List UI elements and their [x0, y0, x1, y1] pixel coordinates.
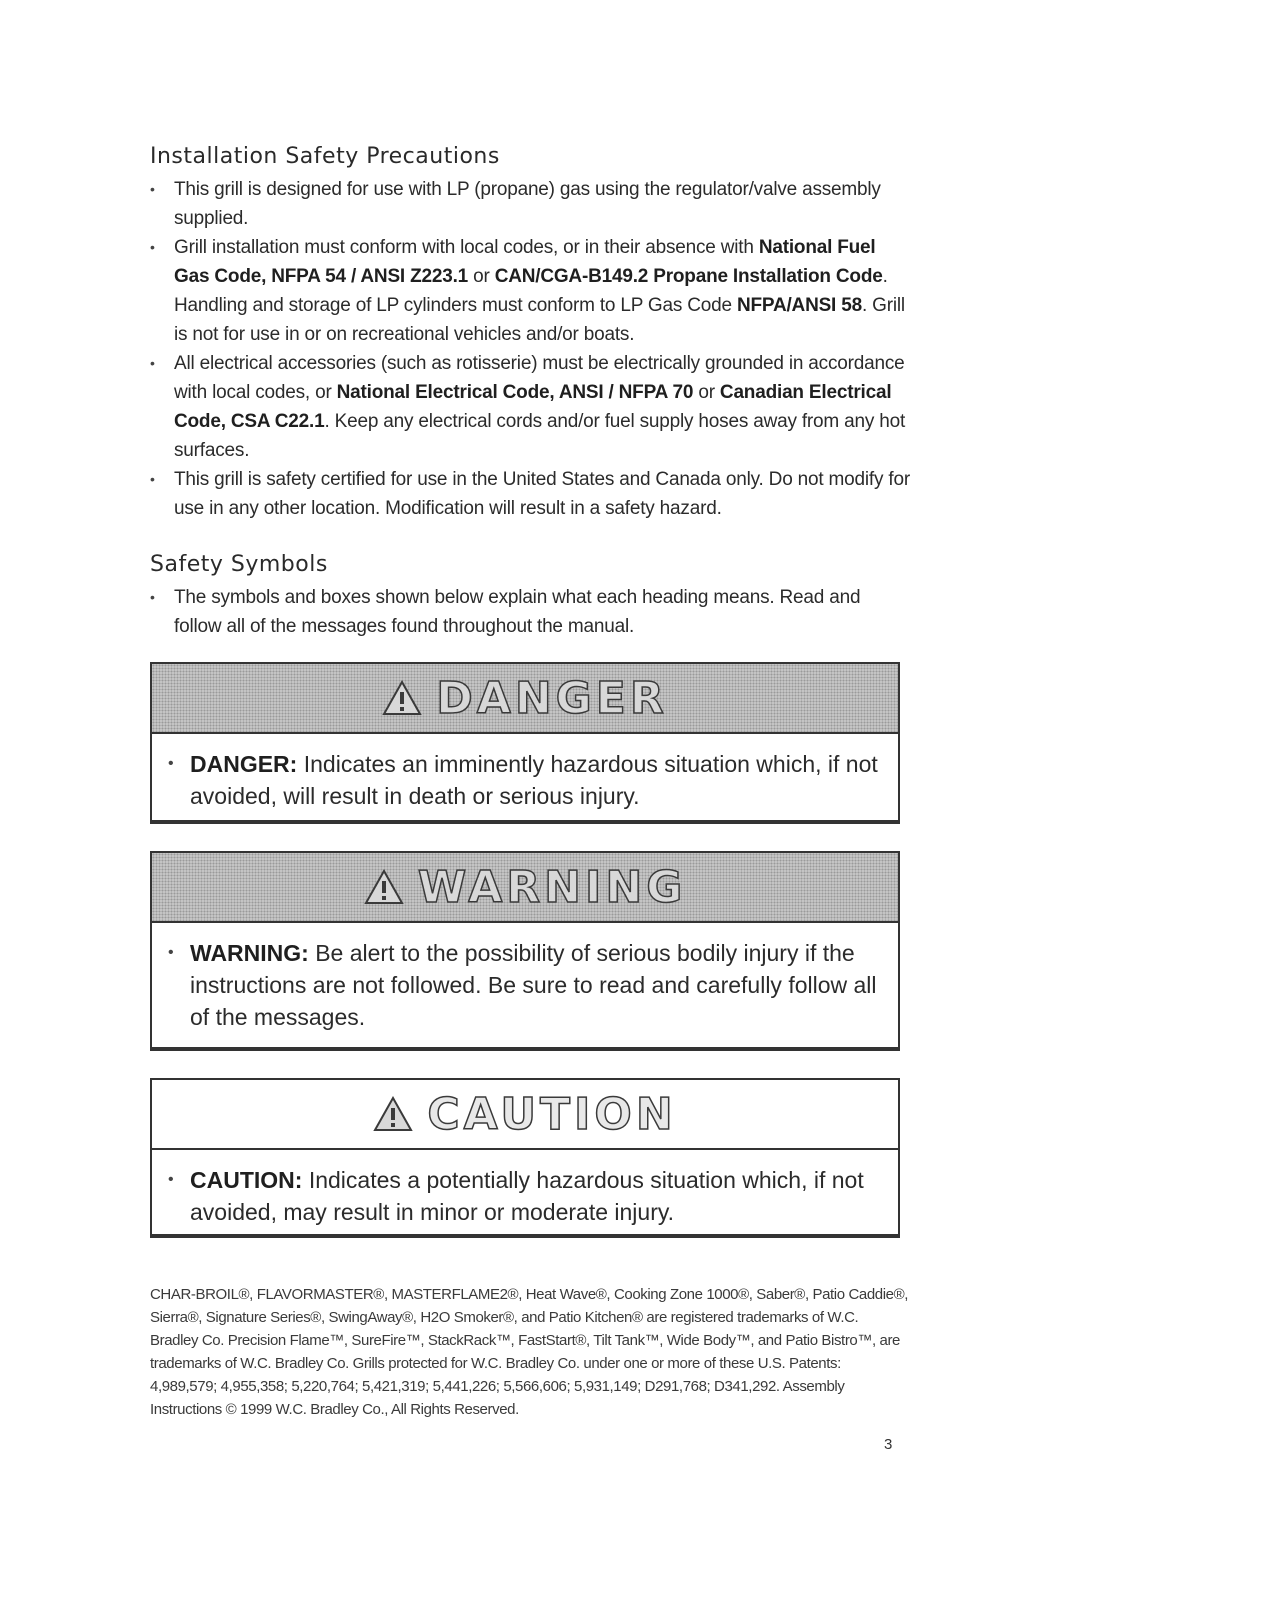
installation-precautions-list [150, 175, 910, 523]
safety-symbols-intro-list [150, 583, 910, 641]
list-item [150, 349, 910, 465]
danger-box [150, 662, 900, 824]
caution-text: Indicates a potentially hazardous situation which, if not avoided, may result in minor or moderate injury. [190, 1167, 864, 1225]
code-reference: CAN/CGA-B149.2 Propane Installation Code [494, 266, 883, 287]
trademark-footnote: CHAR-BROIL®, FLAVORMASTER®, MASTERFLAME2®, Heat Wave®, Cooking Zone 1000®, Saber®, Patio Caddie®, Sierra®, Signature Series®, SwingAway®, H2O Smoker®, and Patio Kitchen® are registered trademarks of W.C. Bradley Co. Precision Flame™, SureFire™, StackRack™, FastStart®, Tilt Tank™, Wide Body™, and Patio Bistro™, are trademarks of W.C. Bradley Co. Grills protected for W.C. Bradley Co. under one or more of these U.S. Patents: 4,989,579; 4,955,358; 5,220,764; 5,421,319; 5,441,226; 5,566,606; 5,931,149; D291,768; D341,292. Assembly Instructions © 1999 W.C. Bradley Co., All Rights Reserved. [150, 1286, 909, 1418]
warning-text: Be alert to the possibility of serious bodily injury if the instructions are not followed. Be sure to read and carefully follow all of the messages. [190, 940, 877, 1030]
warning-box [150, 851, 900, 1051]
bullet-icon: • [150, 181, 155, 197]
item-text: This grill is safety certified for use in the United States and Canada only. Do not modify for use in any other location. Modification will result in a safety hazard. [174, 469, 910, 519]
list-item [150, 465, 910, 523]
caution-label: CAUTION: [190, 1167, 303, 1193]
item-text: or [468, 266, 495, 287]
item-text: . Grill is not for use in or on recreational vehicles and/or boats. [174, 295, 905, 345]
caution-heading: CAUTION [427, 1088, 677, 1140]
warning-triangle-icon [382, 680, 422, 716]
code-reference: National Fuel Gas Code, NFPA 54 / ANSI Z223.1 [174, 237, 876, 287]
bullet-icon: • [150, 589, 155, 605]
danger-header [152, 664, 898, 734]
bullet-icon: • [168, 1171, 174, 1188]
caution-header [152, 1080, 898, 1150]
item-text: All electrical accessories (such as rotisserie) must be electrically grounded in accordance with local codes, or [174, 353, 905, 403]
warning-header [152, 853, 898, 923]
warning-heading: WARNING [417, 861, 687, 913]
page-number: 3 [884, 1436, 893, 1453]
list-item [150, 583, 910, 641]
code-reference: Canadian Electrical Code, CSA C22.1 [174, 382, 892, 432]
bullet-icon: • [150, 471, 155, 487]
bullet-icon: • [150, 239, 155, 255]
bullet-icon: • [168, 944, 174, 961]
installation-precautions-title: Installation Safety Precautions [150, 144, 500, 169]
caution-box [150, 1078, 900, 1238]
item-text: or [693, 382, 720, 403]
caution-message [152, 1150, 898, 1242]
danger-label: DANGER: [190, 751, 298, 777]
safety-symbols-intro: The symbols and boxes shown below explain what each heading means. Read and follow all of the messages found throughout the manual. [174, 587, 861, 637]
item-text: . Keep any electrical cords and/or fuel supply hoses away from any hot surfaces. [174, 411, 906, 461]
item-text: Grill installation must conform with local codes, or in their absence with [174, 237, 759, 258]
warning-triangle-icon [364, 869, 404, 905]
danger-text: Indicates an imminently hazardous situation which, if not avoided, will result in death or serious injury. [190, 751, 878, 809]
code-reference: National Electrical Code, ANSI / NFPA 70 [336, 382, 694, 403]
list-item [150, 175, 910, 233]
item-text: This grill is designed for use with LP (propane) gas using the regulator/valve assembly supplied. [174, 179, 881, 229]
warning-triangle-icon [373, 1096, 413, 1132]
warning-label: WARNING: [190, 940, 309, 966]
safety-symbols-title: Safety Symbols [150, 552, 328, 577]
code-reference: NFPA/ANSI 58 [736, 295, 862, 316]
list-item [150, 233, 910, 349]
danger-heading: DANGER [436, 672, 668, 724]
item-text: . Handling and storage of LP cylinders must conform to LP Gas Code [174, 266, 888, 316]
bullet-icon: • [168, 755, 174, 772]
danger-message [152, 734, 898, 826]
warning-message [152, 923, 898, 1047]
bullet-icon: • [150, 355, 155, 371]
